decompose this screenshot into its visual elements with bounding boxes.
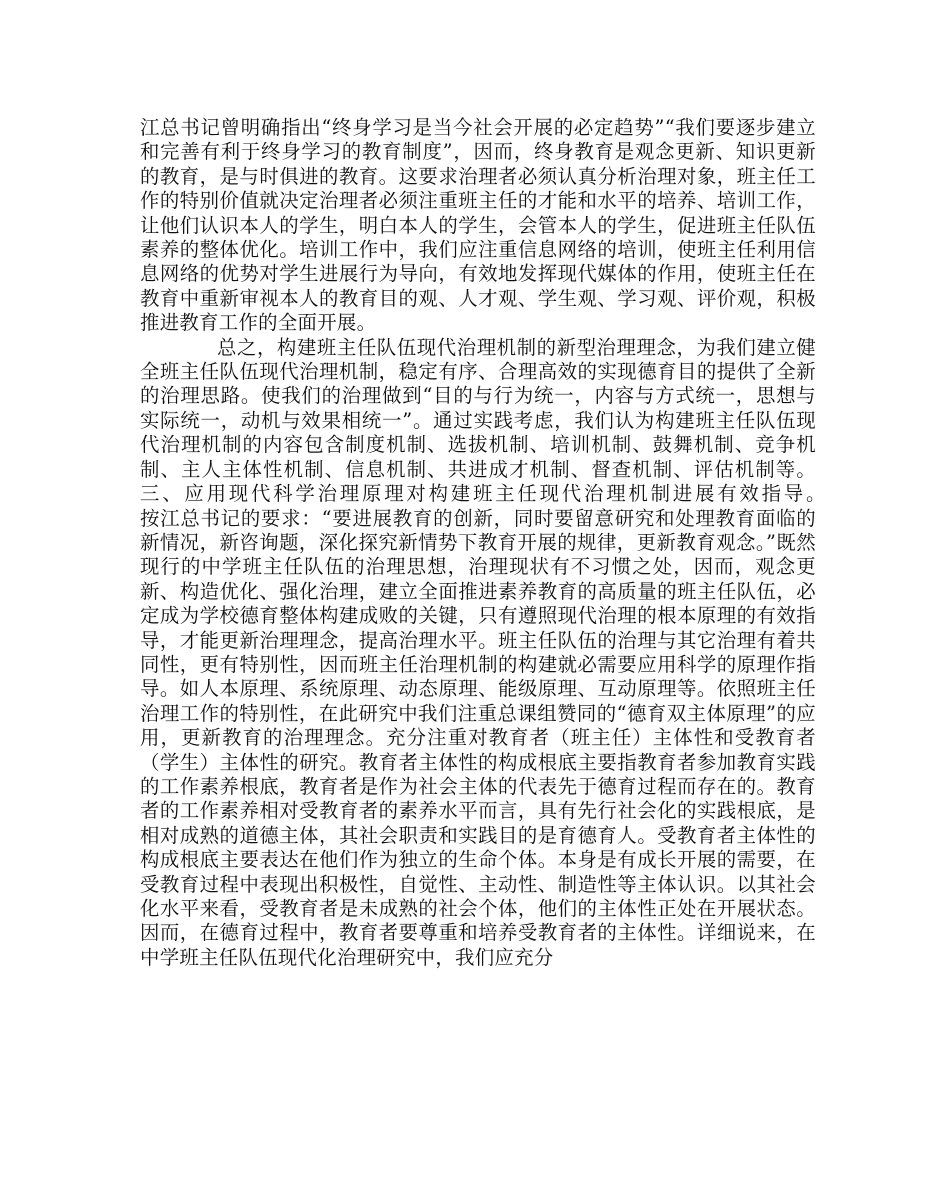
paragraph-1: 江总书记曾明确指出“终身学习是当今社会开展的必定趋势”“我们要逐步建立和完善有利于终身学习的教育制度”，因而，终身教育是观念更新、知识更新的教育，是与时俱进的教育。这要求治理者必须认真分析治理对象，班主任工作的特别价值就决定治理者必须注重班主任的才能和水平的培养、培训工作，让他们认识本人的学生，明白本人的学生，会管本人的学生，促进班主任队伍素养的整体优化。培训工作中，我们应注重信息网络的培训，使班主任利用信息网络的优势对学生进展行为导向，有效地发挥现代媒体的作用，使班主任在教育中重新审视本人的教育目的观、人才观、学生观、学习观、评价观，积极推进教育工作的全面开展。 [140, 116, 816, 335]
body-text [140, 116, 895, 970]
paragraph-2: 总之，构建班主任队伍现代治理机制的新型治理理念，为我们建立健全班主任队伍现代治理机制，稳定有序、合理高效的实现德育目的提供了全新的治理思路。使我们的治理做到“目的与行为统一，内容与方式统一，思想与实际统一，动机与效果相统一”。通过实践考虑，我们认为构建班主任队伍现代治理机制的内容包含制度机制、选拔机制、培训机制、鼓舞机制、竞争机制、主人主体性机制、信息机制、共进成才机制、督查机制、评估机制等。三、应用现代科学治理原理对构建班主任现代治理机制进展有效指导。 按江总书记的要求：“要进展教育的创新，同时要留意研究和处理教育面临的新情况，新咨询题，深化探究新情势下教育开展的规律，更新教育观念。”既然现行的中学班主任队伍的治理思想，治理现状有不习惯之处，因而，观念更新、构造优化、强化治理，建立全面推进素养教育的高质量的班主任队伍，必定成为学校德育整体构建成败的关键，只有遵照现代治理的根本原理的有效指导，才能更新治理理念，提高治理水平。班主任队伍的治理与其它治理有着共同性，更有特别性，因而班主任治理机制的构建就必需要应用科学的原理作指导。如人本原理、系统原理、动态原理、能级原理、互动原理等。依照班主任治理工作的特别性，在此研究中我们注重总课组赞同的“德育双主体原理”的应用，更新教育的治理理念。充分注重对教育者（班主任）主体性和受教育者（学生）主体性的研究。教育者主体性的构成根底主要指教育者参加教育实践的工作素养根底，教育者是作为社会主体的代表先于德育过程而存在的。教育者的工作素养相对受教育者的素养水平而言，具有先行社会化的实践根底，是相对成熟的道德主体，其社会职责和实践目的是育德育人。受教育者主体性的构成根底主要表达在他们作为独立的生命个体。本身是有成长开展的需要，在受教育过程中表现出积极性，自觉性、主动性、制造性等主体认识。以其社会化水平来看，受教育者是未成熟的社会个体，他们的主体性正处在开展状态。因而，在德育过程中，教育者要尊重和培养受教育者的主体性。详细说来，在中学班主任队伍现代化治理研究中，我们应充分 [140, 335, 895, 969]
